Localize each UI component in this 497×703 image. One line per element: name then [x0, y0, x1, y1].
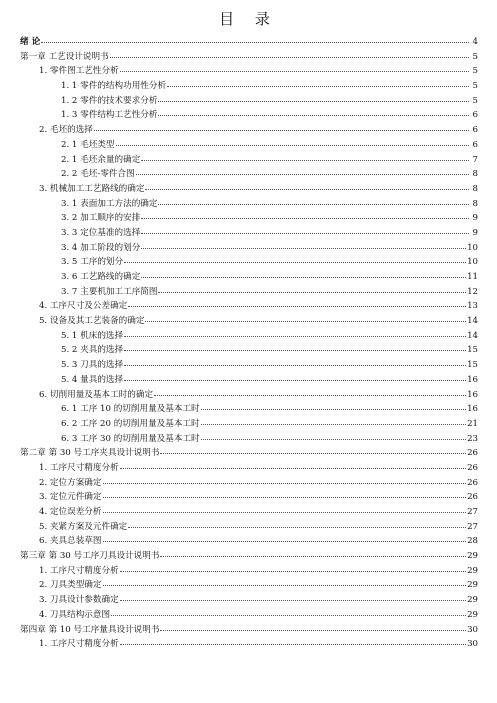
toc-entry-label: 3. 3 定位基准的选择 [61, 227, 141, 238]
dot-leader [158, 115, 469, 116]
toc-entry-label: 3. 6 工艺路线的确定 [61, 272, 141, 282]
toc-entry-label: 4. 定位误差分析 [39, 507, 102, 517]
toc-entry-label: 3. 7 主要机加工工序简图 [61, 286, 158, 297]
dot-leader [145, 189, 469, 190]
toc-entry-page-number: 11 [467, 272, 478, 282]
toc-entry-page-number: 27 [467, 521, 478, 532]
dot-leader [201, 409, 466, 410]
toc-entry-label: 第三章 第 30 号工序刀具设计说明书 [20, 551, 160, 562]
toc-entry[interactable] [20, 417, 478, 432]
dot-leader [94, 130, 469, 131]
toc-entry[interactable] [20, 432, 478, 447]
dot-leader [110, 57, 469, 58]
toc-entry-page-number: 29 [467, 609, 478, 620]
dot-leader [120, 468, 466, 469]
toc-entry[interactable] [20, 94, 478, 109]
dot-leader [145, 321, 466, 322]
toc-entry-label: 1. 3 零件结构工艺性分析 [61, 110, 158, 121]
toc-entry-page-number: 7 [472, 154, 478, 165]
toc-entry-label: 6. 夹具总装草图 [39, 536, 102, 547]
toc-entry-label: 1. 1 零件的结构功用性分析 [61, 81, 167, 92]
toc-entry-page-number: 27 [467, 507, 478, 517]
toc-entry-label: 2. 1 毛坯类型 [61, 139, 115, 150]
dot-leader [141, 248, 466, 249]
toc-entry[interactable] [20, 373, 478, 388]
toc-entry-page-number: 6 [472, 139, 478, 150]
dot-leader [201, 439, 466, 440]
toc-entry[interactable] [20, 270, 478, 285]
toc-entry[interactable] [20, 108, 478, 123]
dot-leader [120, 600, 466, 601]
toc-entry-page-number: 8 [472, 183, 478, 194]
toc-entry-label: 第四章 第 10 号工序量具设计说明书 [20, 624, 160, 635]
toc-entry[interactable] [20, 388, 478, 403]
toc-entry-label: 1. 2 零件的技术要求分析 [61, 95, 158, 106]
toc-entry-label: 4. 工序尺寸及公差确定 [39, 301, 128, 312]
toc-entry[interactable] [20, 578, 478, 593]
toc-entry-page-number: 29 [467, 595, 478, 606]
toc-entry-label: 5. 3 刀具的选择 [61, 360, 124, 371]
toc-entry[interactable] [20, 534, 478, 549]
toc-entry[interactable] [20, 138, 478, 153]
toc-entry-page-number: 15 [467, 360, 478, 371]
toc-entry-page-number: 26 [467, 448, 478, 459]
toc-entry-page-number: 16 [467, 374, 478, 385]
dot-leader [158, 204, 469, 205]
toc-entry[interactable] [20, 402, 478, 417]
toc-entry[interactable] [20, 329, 478, 344]
dot-leader [160, 630, 466, 631]
toc-entry-label: 3. 定位元件确定 [39, 492, 102, 503]
toc-entry[interactable] [20, 343, 478, 358]
dot-leader [128, 306, 466, 307]
toc-entry-page-number: 28 [467, 536, 478, 547]
toc-entry[interactable] [20, 226, 478, 241]
dot-leader [120, 644, 466, 645]
toc-entry-label: 1. 零件图工艺性分析 [39, 66, 119, 77]
toc-entry[interactable] [20, 167, 478, 182]
toc-entry[interactable] [20, 123, 478, 138]
toc-entry-page-number: 15 [467, 345, 478, 356]
dot-leader [120, 71, 469, 72]
toc-entry-page-number: 26 [467, 462, 478, 473]
toc-entry[interactable] [20, 285, 478, 300]
toc-entry-label: 绪 论 [20, 37, 41, 47]
toc-entry-page-number: 30 [467, 624, 478, 635]
toc-entry-label: 1. 工序尺寸精度分析 [39, 462, 119, 473]
dot-leader [128, 527, 466, 528]
dot-leader [167, 86, 469, 87]
dot-leader [141, 218, 469, 219]
toc-entry-page-number: 6 [472, 125, 478, 136]
toc-entry-label: 5. 4 量具的选择 [61, 374, 124, 385]
toc-entry-label: 6. 1 工序 10 的切削用量及基本工时 [61, 404, 200, 415]
toc-entry-label: 6. 2 工序 20 的切削用量及基本工时 [61, 418, 200, 429]
toc-entry[interactable] [20, 182, 478, 197]
toc-entry[interactable] [20, 153, 478, 168]
toc-entry-label: 3. 刀具设计参数确定 [39, 595, 119, 606]
dot-leader [154, 395, 466, 396]
toc-entry-page-number: 14 [467, 330, 478, 341]
toc-entry-label: 6. 切削用量及基本工时的确定 [39, 389, 154, 400]
dot-leader [141, 160, 469, 161]
toc-entry-page-number: 5 [472, 66, 478, 77]
dot-leader [103, 497, 467, 498]
toc-entry[interactable] [20, 358, 478, 373]
toc-entry[interactable] [20, 520, 478, 535]
toc-entry-label: 2. 毛坯的选择 [39, 125, 93, 136]
toc-entry[interactable] [20, 593, 478, 608]
toc-entry[interactable] [20, 50, 478, 65]
toc-entry-page-number: 23 [467, 433, 478, 444]
dot-leader [41, 42, 469, 43]
toc-entry-page-number: 14 [467, 316, 478, 327]
toc-entry-page-number: 5 [472, 95, 478, 106]
toc-entry-label: 2. 定位方案确定 [39, 477, 102, 488]
toc-entry-label: 5. 2 夹具的选择 [61, 345, 124, 356]
toc-entry-page-number: 29 [467, 551, 478, 562]
toc-entry-page-number: 8 [472, 169, 478, 180]
toc-entry[interactable] [20, 637, 478, 652]
toc-entry-label: 4. 刀具结构示意图 [39, 609, 111, 620]
toc-entry[interactable] [20, 64, 478, 79]
dot-leader [160, 556, 466, 557]
toc-entry-label: 3. 2 加工顺序的安排 [61, 213, 141, 224]
toc-entry-page-number: 10 [467, 257, 478, 268]
dot-leader [120, 571, 466, 572]
toc-entry-page-number: 8 [472, 198, 478, 209]
toc-entry-label: 3. 机械加工工艺路线的确定 [39, 183, 145, 194]
toc-entry[interactable] [20, 623, 478, 638]
toc-entry[interactable] [20, 314, 478, 329]
toc-entry-label: 2. 1 毛坯余量的确定 [61, 154, 141, 165]
dot-leader [124, 365, 466, 366]
toc-entry-label: 5. 设备及其工艺装备的确定 [39, 316, 145, 327]
toc-entry[interactable] [20, 446, 478, 461]
toc-entry[interactable] [20, 505, 478, 520]
toc-entry[interactable] [20, 461, 478, 476]
toc-entry-label: 3. 5 工序的划分 [61, 257, 124, 268]
toc-entry-page-number: 5 [472, 81, 478, 92]
toc-entry-label: 3. 1 表面加工方法的确定 [61, 198, 158, 209]
dot-leader [158, 101, 469, 102]
toc-entry[interactable] [20, 549, 478, 564]
toc-entry-page-number: 9 [472, 213, 478, 224]
toc-entry-page-number: 29 [467, 580, 478, 591]
toc-entry[interactable] [20, 197, 478, 212]
dot-leader [124, 262, 466, 263]
toc-entry[interactable] [20, 490, 478, 505]
toc-entry[interactable] [20, 608, 478, 623]
toc-entry[interactable] [20, 79, 478, 94]
toc-list [20, 35, 478, 652]
toc-entry-page-number: 13 [467, 301, 478, 312]
dot-leader [141, 233, 469, 234]
dot-leader [141, 277, 466, 278]
toc-entry-page-number: 26 [467, 492, 478, 503]
toc-entry-page-number: 9 [472, 227, 478, 238]
toc-entry-page-number: 29 [467, 565, 478, 576]
dot-leader [103, 512, 467, 513]
toc-entry-page-number: 26 [467, 477, 478, 488]
toc-entry-label: 第二章 第 30 号工序夹具设计说明书 [20, 448, 160, 459]
toc-entry[interactable] [20, 211, 478, 226]
toc-entry-label: 5. 1 机床的选择 [61, 330, 124, 341]
toc-entry-label: 2. 刀具类型确定 [39, 580, 102, 591]
toc-entry-page-number: 4 [472, 37, 478, 47]
dot-leader [103, 585, 467, 586]
toc-entry[interactable] [20, 476, 478, 491]
dot-leader [103, 541, 467, 542]
dot-leader [103, 483, 467, 484]
dot-leader [124, 336, 466, 337]
dot-leader [111, 615, 466, 616]
toc-entry-label: 3. 4 加工阶段的划分 [61, 242, 141, 253]
dot-leader [116, 145, 469, 146]
toc-entry[interactable] [20, 35, 478, 50]
dot-leader [201, 424, 466, 425]
dot-leader [136, 174, 469, 175]
toc-entry[interactable] [20, 564, 478, 579]
toc-entry-label: 第一章 工艺设计说明书 [20, 51, 109, 62]
toc-entry-page-number: 16 [467, 404, 478, 415]
dot-leader [158, 292, 466, 293]
page-title: 目 录 [219, 10, 278, 28]
toc-entry-page-number: 30 [467, 639, 478, 650]
toc-entry-label: 1. 工序尺寸精度分析 [39, 565, 119, 576]
toc-entry-page-number: 5 [472, 51, 478, 62]
toc-entry[interactable] [20, 255, 478, 270]
toc-entry-label: 6. 3 工序 30 的切削用量及基本工时 [61, 433, 200, 444]
toc-entry-page-number: 16 [467, 389, 478, 400]
toc-entry-page-number: 10 [467, 242, 478, 253]
toc-entry-label: 1. 工序尺寸精度分析 [39, 639, 119, 650]
toc-entry[interactable] [20, 299, 478, 314]
toc-entry-label: 5. 夹紧方案及元件确定 [39, 521, 128, 532]
dot-leader [124, 380, 466, 381]
toc-entry-page-number: 21 [467, 418, 478, 429]
toc-entry-label: 2. 2 毛坯-零件合图 [61, 169, 135, 180]
toc-entry[interactable] [20, 241, 478, 256]
dot-leader [124, 350, 466, 351]
dot-leader [160, 453, 466, 454]
toc-entry-page-number: 6 [472, 110, 478, 121]
toc-entry-page-number: 12 [467, 286, 478, 297]
